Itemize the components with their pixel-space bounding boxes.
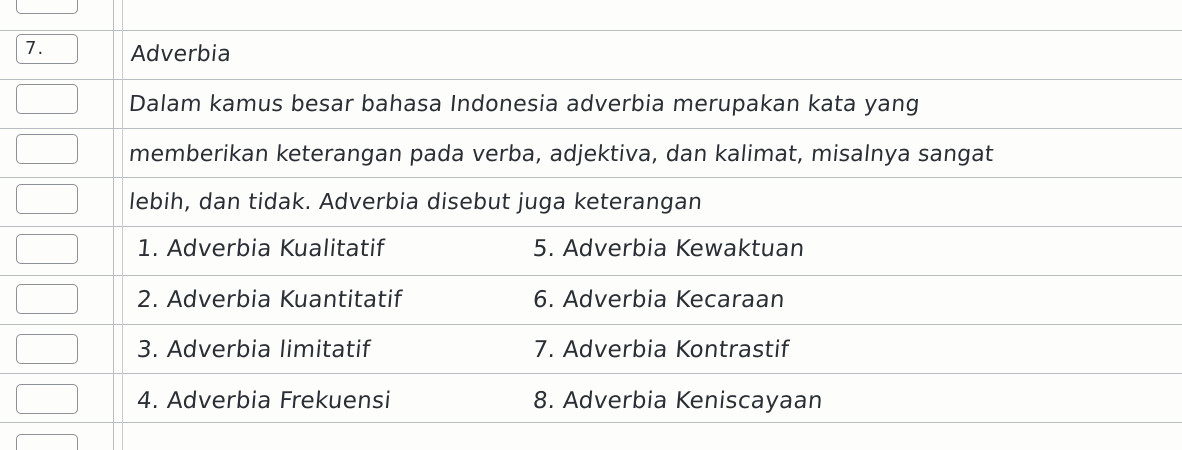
margin-box bbox=[16, 134, 78, 164]
list-item: 1. Adverbia Kualitatif bbox=[135, 236, 386, 262]
rule-line bbox=[0, 373, 1182, 374]
rule-line bbox=[0, 79, 1182, 80]
margin-box-column bbox=[0, 0, 96, 450]
margin-box bbox=[16, 234, 78, 264]
list-item: 6. Adverbia Kecaraan bbox=[531, 287, 786, 313]
item-number-label: 7. bbox=[25, 38, 45, 59]
margin-box bbox=[16, 284, 78, 314]
list-item: 3. Adverbia limitatif bbox=[135, 337, 372, 363]
rule-line bbox=[0, 128, 1182, 129]
margin-box bbox=[16, 384, 78, 414]
margin-box bbox=[16, 184, 78, 214]
margin-box bbox=[16, 334, 78, 364]
rule-line bbox=[0, 30, 1182, 31]
rule-line bbox=[0, 177, 1182, 178]
margin-box bbox=[16, 84, 78, 114]
rule-line bbox=[0, 275, 1182, 276]
margin-box bbox=[16, 434, 78, 450]
rule-line bbox=[0, 324, 1182, 325]
margin-line-primary bbox=[113, 0, 114, 450]
rule-line bbox=[0, 226, 1182, 227]
margin-line-secondary bbox=[122, 0, 123, 450]
note-title: Adverbia bbox=[129, 42, 233, 67]
margin-box-numbered bbox=[16, 34, 78, 64]
paragraph-line-2: memberikan keterangan pada verba, adjektiva, dan kalimat, misalnya sangat bbox=[127, 142, 995, 167]
list-item: 2. Adverbia Kuantitatif bbox=[135, 287, 404, 313]
paragraph-line-1: Dalam kamus besar bahasa Indonesia adverbia merupakan kata yang bbox=[127, 92, 921, 117]
list-item: 5. Adverbia Kewaktuan bbox=[531, 236, 806, 262]
margin-box bbox=[16, 0, 78, 14]
list-item: 4. Adverbia Frekuensi bbox=[135, 388, 393, 414]
list-item: 7. Adverbia Kontrastif bbox=[531, 337, 791, 363]
rule-line bbox=[0, 422, 1182, 423]
paragraph-line-3: lebih, dan tidak. Adverbia disebut juga keterangan bbox=[127, 190, 704, 215]
list-item: 8. Adverbia Keniscayaan bbox=[531, 388, 824, 414]
